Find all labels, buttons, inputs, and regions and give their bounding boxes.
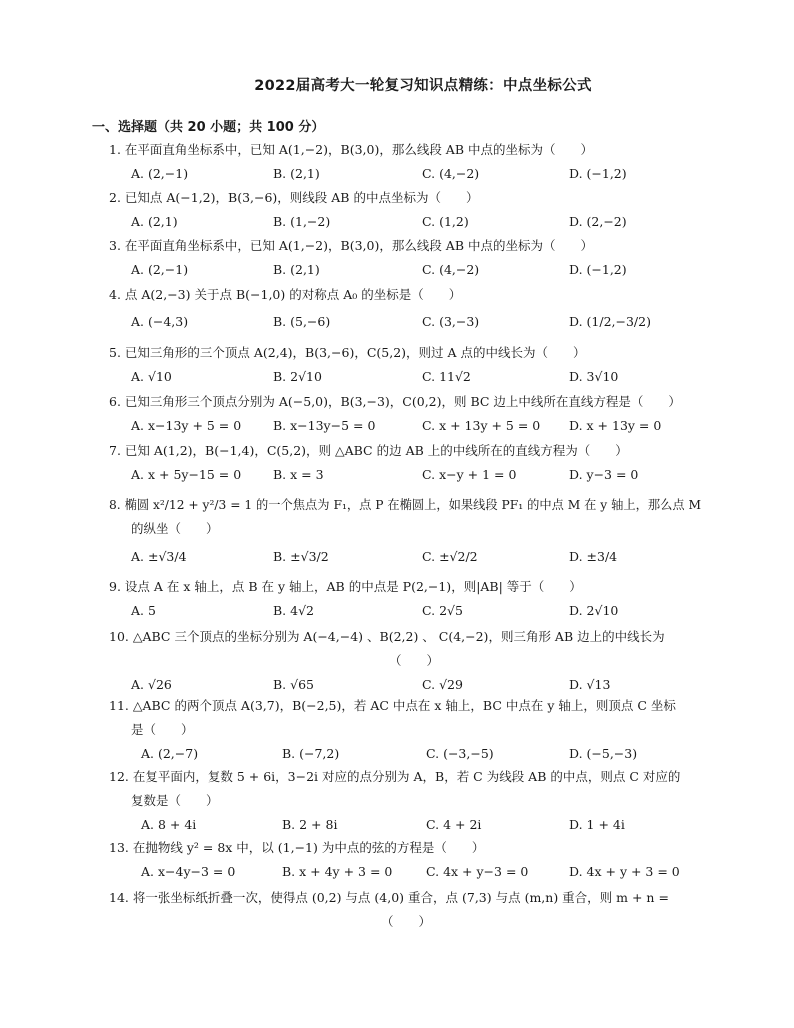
option-a: A. (2,1) [131,214,178,229]
question-stem: 12. 在复平面内，复数 5 + 6i，3−2i 对应的点分别为 A，B，若 C 为线段 AB 的中点，则点 C 对应的 [109,769,681,784]
question-13 [109,836,709,884]
question-stem: 1. 在平面直角坐标系中，已知 A(1,−2)，B(3,0)，那么线段 AB 中点的坐标为（ ） [109,142,593,157]
option-c: C. (1,2) [422,214,469,229]
question-4 [109,283,709,334]
option-a: A. 8 + 4i [141,817,197,832]
option-c: C. 11√2 [422,369,471,384]
option-c: C. (4,−2) [422,166,480,181]
option-a: A. x−13y + 5 = 0 [131,418,242,433]
option-d: D. (−1,2) [569,166,627,181]
question-stem: 4. 点 A(2,−3) 关于点 B(−1,0) 的对称点 A₀ 的坐标是（ ） [109,287,462,302]
option-d: D. (1/2,−3/2) [569,314,651,329]
option-b: B. √65 [273,677,315,692]
question-5 [109,341,709,389]
option-d: D. 1 + 4i [569,817,625,832]
question-12 [109,765,709,837]
option-d: D. y−3 = 0 [569,467,639,482]
option-c: C. √29 [422,677,463,692]
option-b: B. (−7,2) [282,746,340,761]
question-3 [109,234,709,282]
question-stem: 3. 在平面直角坐标系中，已知 A(1,−2)，B(3,0)，那么线段 AB 中点的坐标为（ ） [109,238,593,253]
option-b: B. 2√10 [273,369,322,384]
question-7 [109,439,709,487]
question-stem: 6. 已知三角形三个顶点分别为 A(−5,0)，B(3,−3)，C(0,2)，则 BC 边上中线所在直线方程是（ ） [109,394,681,409]
question-options [109,162,709,186]
section-heading: 一、选择题（共 20 小题；共 100 分） [92,120,325,135]
option-d: D. √13 [569,677,611,692]
question-stem: 13. 在抛物线 y² = 8x 中，以 (1,−1) 为中点的弦的方程是（ ） [109,840,485,855]
option-c: C. 2√5 [422,603,463,618]
question-8 [109,493,709,569]
question-stem: 7. 已知 A(1,2)，B(−1,4)，C(5,2)，则 △ABC 的边 AB 上的中线所在的直线方程为（ ） [109,443,628,458]
question-options [109,258,709,282]
option-a: A. √10 [131,369,172,384]
question-stem: 5. 已知三角形的三个顶点 A(2,4)，B(3,−6)，C(5,2)，则过 A 点的中线长为（ ） [109,345,586,360]
option-a: A. √26 [131,677,172,692]
option-a: A. x + 5y−15 = 0 [131,467,242,482]
option-c: C. x + 13y + 5 = 0 [422,418,541,433]
question-9 [109,575,709,623]
option-a: A. (2,−7) [141,746,199,761]
question-options [109,210,709,234]
question-stem-continued: 复数是（ ） [131,793,219,808]
question-10 [109,625,709,697]
question-stem: 10. △ABC 三个顶点的坐标分别为 A(−4,−4) 、B(2,2) 、 C(4,−2)，则三角形 AB 边上的中线长为 [109,629,665,644]
question-stem: 14. 将一张坐标纸折叠一次，使得点 (0,2) 与点 (4,0) 重合，点 (7,3) 与点 (m,n) 重合，则 m + n = [109,890,669,905]
option-c: C. x−y + 1 = 0 [422,467,517,482]
question-options [109,742,709,766]
option-a: A. (2,−1) [131,166,189,181]
option-d: D. 4x + y + 3 = 0 [569,864,680,879]
question-stem-continued: 的纵坐（ ） [131,521,219,536]
question-options [109,463,709,487]
option-c: C. (3,−3) [422,314,480,329]
question-options [109,310,709,334]
option-b: B. x = 3 [273,467,324,482]
question-2 [109,186,709,234]
option-d: D. 3√10 [569,369,619,384]
option-a: A. ±√3/4 [131,549,187,564]
option-d: D. 2√10 [569,603,619,618]
question-1 [109,138,709,186]
option-b: B. (2,1) [273,262,320,277]
question-11 [109,694,709,766]
option-d: D. (−5,−3) [569,746,638,761]
option-b: B. x−13y−5 = 0 [273,418,376,433]
document-title: 2022届高考大一轮复习知识点精练：中点坐标公式 [254,78,592,94]
answer-blank: （ ） [389,653,440,668]
question-stem: 2. 已知点 A(−1,2)，B(3,−6)，则线段 AB 的中点坐标为（ ） [109,190,479,205]
question-stem-continued: 是（ ） [131,722,194,737]
option-b: B. ±√3/2 [273,549,329,564]
question-stem: 9. 设点 A 在 x 轴上，点 B 在 y 轴上，AB 的中点是 P(2,−1)，则|AB| 等于（ ） [109,579,582,594]
question-6 [109,390,709,438]
answer-blank: （ ） [381,914,432,929]
question-options [109,860,709,884]
option-b: B. 4√2 [273,603,315,618]
question-options [109,414,709,438]
option-a: A. 5 [131,603,156,618]
option-d: D. (−1,2) [569,262,627,277]
option-c: C. 4 + 2i [426,817,482,832]
option-b: B. (5,−6) [273,314,331,329]
option-b: B. 2 + 8i [282,817,338,832]
option-c: C. (4,−2) [422,262,480,277]
question-stem: 11. △ABC 的两个顶点 A(3,7)，B(−2,5)，若 AC 中点在 x 轴上，BC 中点在 y 轴上，则顶点 C 坐标 [109,698,676,713]
option-b: B. (2,1) [273,166,320,181]
question-options [109,813,709,837]
question-options [109,365,709,389]
option-c: C. ±√2/2 [422,549,478,564]
option-b: B. (1,−2) [273,214,331,229]
option-d: D. x + 13y = 0 [569,418,662,433]
option-c: C. 4x + y−3 = 0 [426,864,529,879]
option-b: B. x + 4y + 3 = 0 [282,864,393,879]
option-a: A. x−4y−3 = 0 [141,864,236,879]
question-14 [109,886,709,934]
question-options [109,599,709,623]
option-a: A. (−4,3) [131,314,189,329]
option-c: C. (−3,−5) [426,746,494,761]
option-d: D. ±3/4 [569,549,618,564]
question-options [109,545,709,569]
option-a: A. (2,−1) [131,262,189,277]
option-d: D. (2,−2) [569,214,627,229]
question-stem: 8. 椭圆 x²/12 + y²/3 = 1 的一个焦点为 F₁，点 P 在椭圆上，如果线段 PF₁ 的中点 M 在 y 轴上，那么点 M [109,498,702,512]
